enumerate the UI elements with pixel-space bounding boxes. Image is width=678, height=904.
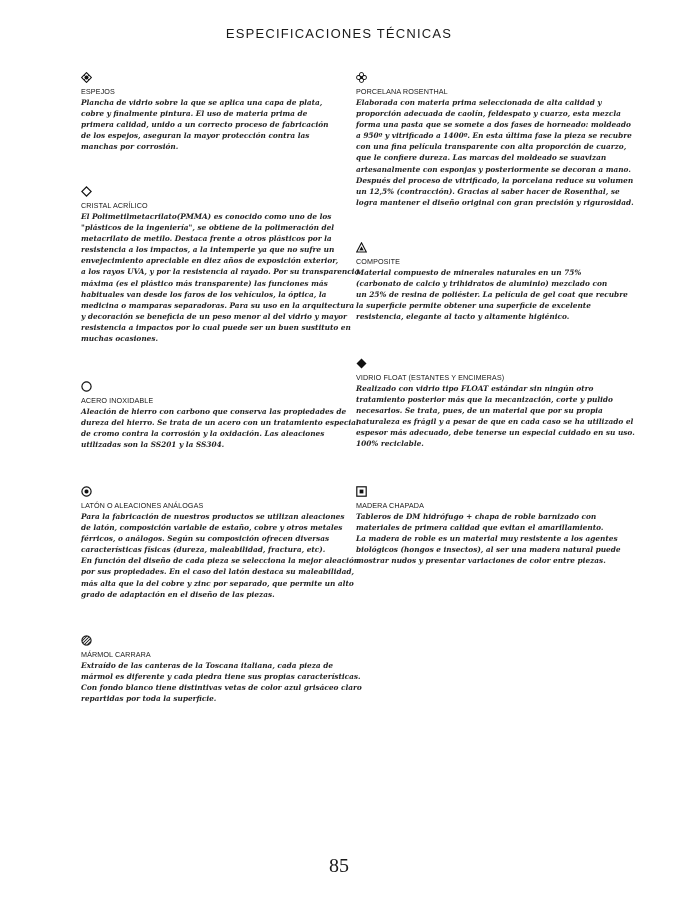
section-heading: VIDRIO FLOAT (ESTANTES Y ENCIMERAS) xyxy=(356,373,505,382)
triangle-icon xyxy=(356,242,367,253)
section-body: El Polimetilmetacrilato(PMMA) es conocido como uno de los "plásticos de la ingeniería", se obtiene de la polimeración del metacrilato de metilo. Destaca frente a otros plásticos por la resistencia a los impactos, a la intemperie ya que no sufre un envejecimiento apreciable en diez años de exposición exterior, a los rayos UVA, y por la resistencia al rayado. Por su transparencia máxima (es el plástico más transparente) las funciones más habituales van desde los faros de los vehículos, la óptica, la medicina o mamparas separadoras. Para su uso en la arquitectura y decoración se beneficia de un peso menor al del vidrio y mayor resistencia a impactos por lo cual puede ser un buen sustituto en muchas ocasiones. xyxy=(81,212,360,344)
section-heading: MÁRMOL CARRARA xyxy=(81,650,151,659)
circle-outline-icon xyxy=(81,381,92,392)
section-cristal-acrilico xyxy=(81,186,360,344)
section-madera-chapada xyxy=(356,486,621,566)
section-body: Material compuesto de minerales naturales en un 75% (carbonato de calcio y trihidratos de aluminio) mezclado con un 25% de resina de poliéster. La película de gel coat que recubre la superficie permite obtener una superficie de excelente resistencia, elegante al tacto y altamente higiénico. xyxy=(356,268,628,322)
section-vidrio-float xyxy=(356,358,635,450)
section-body: Elaborada con materia prima seleccionada de alta calidad y proporción adecuada de caolín, feldespato y cuarzo, esta mezcla forma una pasta que se somete a dos fases de horneado: moldeado a 950º y vitrificado a 1400º. En esta última fase la pieza se recubre con una fina película transparente con alta proporción de cuarzo, que le confiere dureza. Las marcas del moldeado se suavizan artesanalmente con esponjas y posteriormente se decoran a mano. Después del proceso de vitrificado, la porcelana reduce su volumen un 12,5% (contracción). Gracias al saber hacer de Rosenthal, se logra mantener el diseño original con gran precisión y rigurosidad. xyxy=(356,98,634,207)
section-heading: LATÓN O ALEACIONES ANÁLOGAS xyxy=(81,501,204,510)
page-title: ESPECIFICACIONES TÉCNICAS xyxy=(225,26,453,41)
section-heading: CRISTAL ACRÍLICO xyxy=(81,201,148,210)
section-body: Extraído de las canteras de la Toscana italiana, cada pieza de mármol es diferente y cada piedra tiene sus propias características. Con fondo blanco tiene distintivas vetas de color azul grisáceo claro repartidas por toda la superficie. xyxy=(81,661,362,704)
section-acero-inoxidable xyxy=(81,381,359,450)
section-heading: ESPEJOS xyxy=(81,87,115,96)
diamond-grid-icon xyxy=(81,72,92,83)
section-heading: MADERA CHAPADA xyxy=(356,501,424,510)
section-espejos xyxy=(81,72,337,152)
section-heading: ACERO INOXIDABLE xyxy=(81,396,154,405)
hatched-circle-icon xyxy=(81,635,92,646)
section-body: Plancha de vidrio sobre la que se aplica una capa de plata, cobre y finalmente pintura. El uso de materia prima de primera calidad, unido a un correcto proceso de fabricación de los espejos, aseguran la mayor protección contra las manchas por corrosión. xyxy=(81,98,329,152)
section-body: Realizado con vidrio tipo FLOAT estándar sin ningún otro tratamiento posterior más que la mecanización, corte y pulido necesarios. Se trata, pues, de un material que por su propia naturaleza es frágil y a pesar de que en cada caso se ha utilizado el espesor más adecuado, debe tenerse un especial cuidado en su uso. 100% reciclable. xyxy=(356,384,635,449)
section-marmol-carrara xyxy=(81,635,362,704)
section-body: Para la fabricación de nuestros productos se utilizan aleaciones de latón, composición variable de estaño, cobre y otros metales férricos, o análogos. Según su composición ofrecen diversas características físicas (dureza, maleabilidad, fractura, etc). En función del diseño de cada pieza se selecciona la mejor aleación por sus propiedades. En el caso del latón destaca su maleabilidad, más alta que la del cobre y zinc por separado, que permite un alto grado de adaptación en el diseño de las piezas. xyxy=(81,512,360,599)
flower-icon xyxy=(356,72,367,83)
section-body: Tableros de DM hidrófugo + chapa de roble barnizado con materiales de primera calidad que evitan el amarillamiento. La madera de roble es un material muy resistente a los agentes biológicos (hongos e insectos), al ser una madera natural puede mostrar nudos y presentar variaciones de color entre piezas. xyxy=(356,512,621,566)
diamond-solid-icon xyxy=(356,358,367,369)
section-heading: COMPOSITE xyxy=(356,257,401,266)
section-heading: PORCELANA ROSENTHAL xyxy=(356,87,448,96)
square-dot-icon xyxy=(356,486,367,497)
circle-dot-icon xyxy=(81,486,92,497)
page-number: 85 xyxy=(329,855,349,877)
section-porcelana-rosenthal xyxy=(356,72,634,208)
section-composite xyxy=(356,242,628,322)
section-laton xyxy=(81,486,360,600)
section-body: Aleación de hierro con carbono que conserva las propiedades de dureza del hierro. Se trata de un acero con un tratamiento especial de cromo contra la corrosión y la oxidación. Las aleaciones utilizadas son la SS201 y la SS304. xyxy=(81,407,359,450)
diamond-outline-icon xyxy=(81,186,92,197)
